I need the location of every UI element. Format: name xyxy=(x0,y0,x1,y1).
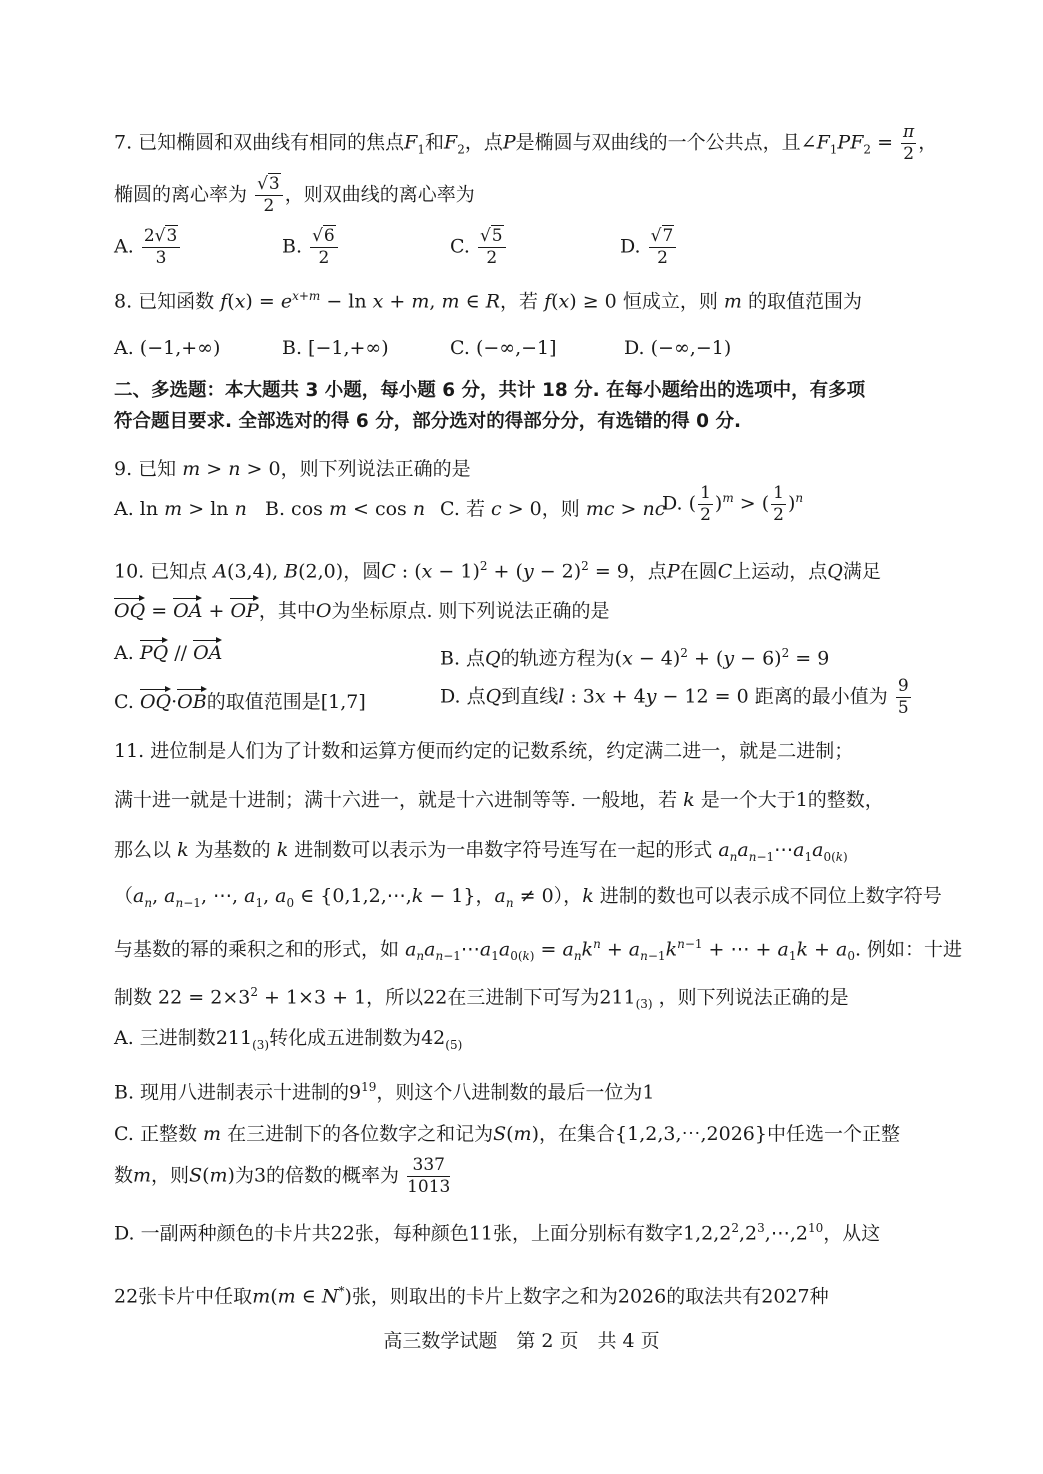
q11-option-c-line2: 数m，则S(m)为3的倍数的概率为 $\frac{337}{1013}$ xyxy=(114,1155,451,1197)
q11-option-d-line2: 22张卡片中任取m(m ∈ N*)张，则取出的卡片上数字之和为2026的取法共有2027种 xyxy=(114,1284,829,1308)
q7-option-d: D. $\frac{√7}{2}$ xyxy=(620,228,678,267)
fraction-sqrt3-over-2: $\frac{√3}{2}$ xyxy=(255,176,283,215)
q8-option-c: C. (−∞,−1] xyxy=(450,337,557,359)
q11-option-c-line1: C. 正整数 m 在三进制下的各位数字之和记为S(m)，在集合{1,2,3,⋯,2026}中任选一个正整 xyxy=(114,1123,900,1145)
q11-stem-line4: （$a_n$, $a_{n-1}$, ⋯, $a_1$, $a_0$ ∈ {0,1,2,⋯,k − 1}，$a_n \ne 0$），k 进制的数也可以表示成不同位上数字符号 xyxy=(114,885,942,910)
q8-option-b: B. [−1,+∞) xyxy=(282,337,389,359)
q8-option-a: A. (−1,+∞) xyxy=(114,337,221,359)
q9-option-b: B. cos m < cos n xyxy=(265,498,426,520)
q11-option-d-line1: D. 一副两种颜色的卡片共22张，每种颜色11张，上面分别标有数字$1,2,2^2,2^3,\cdots,2^{10}$，从这 xyxy=(114,1221,881,1245)
section2-header-line2: 符合题目要求. 全部选对的得 6 分，部分选对的得部分分，有选错的得 0 分. xyxy=(114,411,742,432)
q11-option-a: A. 三进制数$211_{(3)}$转化成五进制数为$42_{(5)}$ xyxy=(114,1027,463,1052)
q7-stem-line2: 椭圆的离心率为 $\frac{√3}{2}$ ，则双曲线的离心率为 xyxy=(114,174,475,216)
q10-option-c: C. OQ·OB的取值范围是[1,7] xyxy=(114,688,366,716)
q10-option-b: B. 点Q的轨迹方程为$(x - 4)^2 + (y - 6)^2 = 9$ xyxy=(440,646,830,670)
q11-stem-line5: 与基数的幂的乘积之和的形式，如 $a_na_{n-1}\cdots a_1a_{0(k)} = a_nk^n + a_{n-1}k^{n-1}$ + ⋯ + $a_1k + a_0$. 例如：十进 xyxy=(114,937,963,964)
q10-stem-line2: OQ = OA + OP，其中O为坐标原点. 则下列说法正确的是 xyxy=(114,597,610,625)
q11-stem-line6: 制数 $22 = 2\times 3^2 + 1\times 3 + 1$，所以22在三进制下可写为$211_{(3)}$ ，则下列说法正确的是 xyxy=(114,985,849,1012)
q11-stem-line1: 11. 进位制是人们为了计数和运算方便而约定的记数系统，约定满二进一，就是二进制； xyxy=(114,740,854,762)
q7-option-a: A. $\frac{2√3}{3}$ xyxy=(114,228,182,267)
q7-option-c: C. $\frac{√5}{2}$ xyxy=(450,228,508,267)
page-footer: 高三数学试题 第 2 页 共 4 页 xyxy=(383,1330,660,1352)
q8-stem: 8. 已知函数 $f(x) = e^{x+m} - \ln x + m$, m ∈ R，若 f(x) ≥ 0 恒成立，则 m 的取值范围为 xyxy=(114,289,862,313)
q11-stem-line3: 那么以 k 为基数的 k 进制数可以表示为一串数字符号连写在一起的形式 $a_na_{n-1}\cdots a_1a_{0(k)}$ xyxy=(114,839,848,864)
q9-stem: 9. 已知 m > n > 0，则下列说法正确的是 xyxy=(114,458,471,480)
q11-option-b: B. 现用八进制表示十进制的$9^{19}$，则这个八进制数的最后一位为1 xyxy=(114,1080,655,1104)
q7-option-b: B. $\frac{√6}{2}$ xyxy=(282,228,340,267)
q9-option-d: D. ( $\frac{1}{2}$ )$^m$ > ( $\frac{1}{2}$ )$^n$ xyxy=(662,482,804,525)
q9-option-a: A. ln m > ln n xyxy=(114,498,247,520)
q10-option-d: D. 点Q到直线l : 3x + 4y − 12 = 0 距离的最小值为 $\frac{9}{5}$ xyxy=(440,676,909,718)
section2-header-line1: 二、多选题：本大题共 3 小题，每小题 6 分，共计 18 分. 在每小题给出的选项中，有多项 xyxy=(114,380,866,401)
q8-option-d: D. (−∞,−1) xyxy=(624,337,732,359)
q10-stem-line1: 10. 已知点 A(3,4), B(2,0)，圆C : $(x - 1)^2 + (y - 2)^2 = 9$，点P在圆C上运动，点Q满足 xyxy=(114,559,881,583)
fraction-pi-over-2: $\frac{\pi}{2}$ xyxy=(903,122,915,164)
q9-option-c: C. 若 c > 0，则 mc > nc xyxy=(440,498,666,520)
q11-stem-line2: 满十进一就是十进制；满十六进一，就是十六进制等等. 一般地，若 k 是一个大于1的整数， xyxy=(114,789,884,811)
q7-stem-line1: 7. 已知椭圆和双曲线有相同的焦点$F_1$和$F_2$，点P是椭圆与双曲线的一个公共点，且$\angle F_1PF_2$ = $\frac{\pi}{2}$ ， xyxy=(114,122,938,164)
q10-option-a: A. PQ // OA xyxy=(114,639,222,667)
